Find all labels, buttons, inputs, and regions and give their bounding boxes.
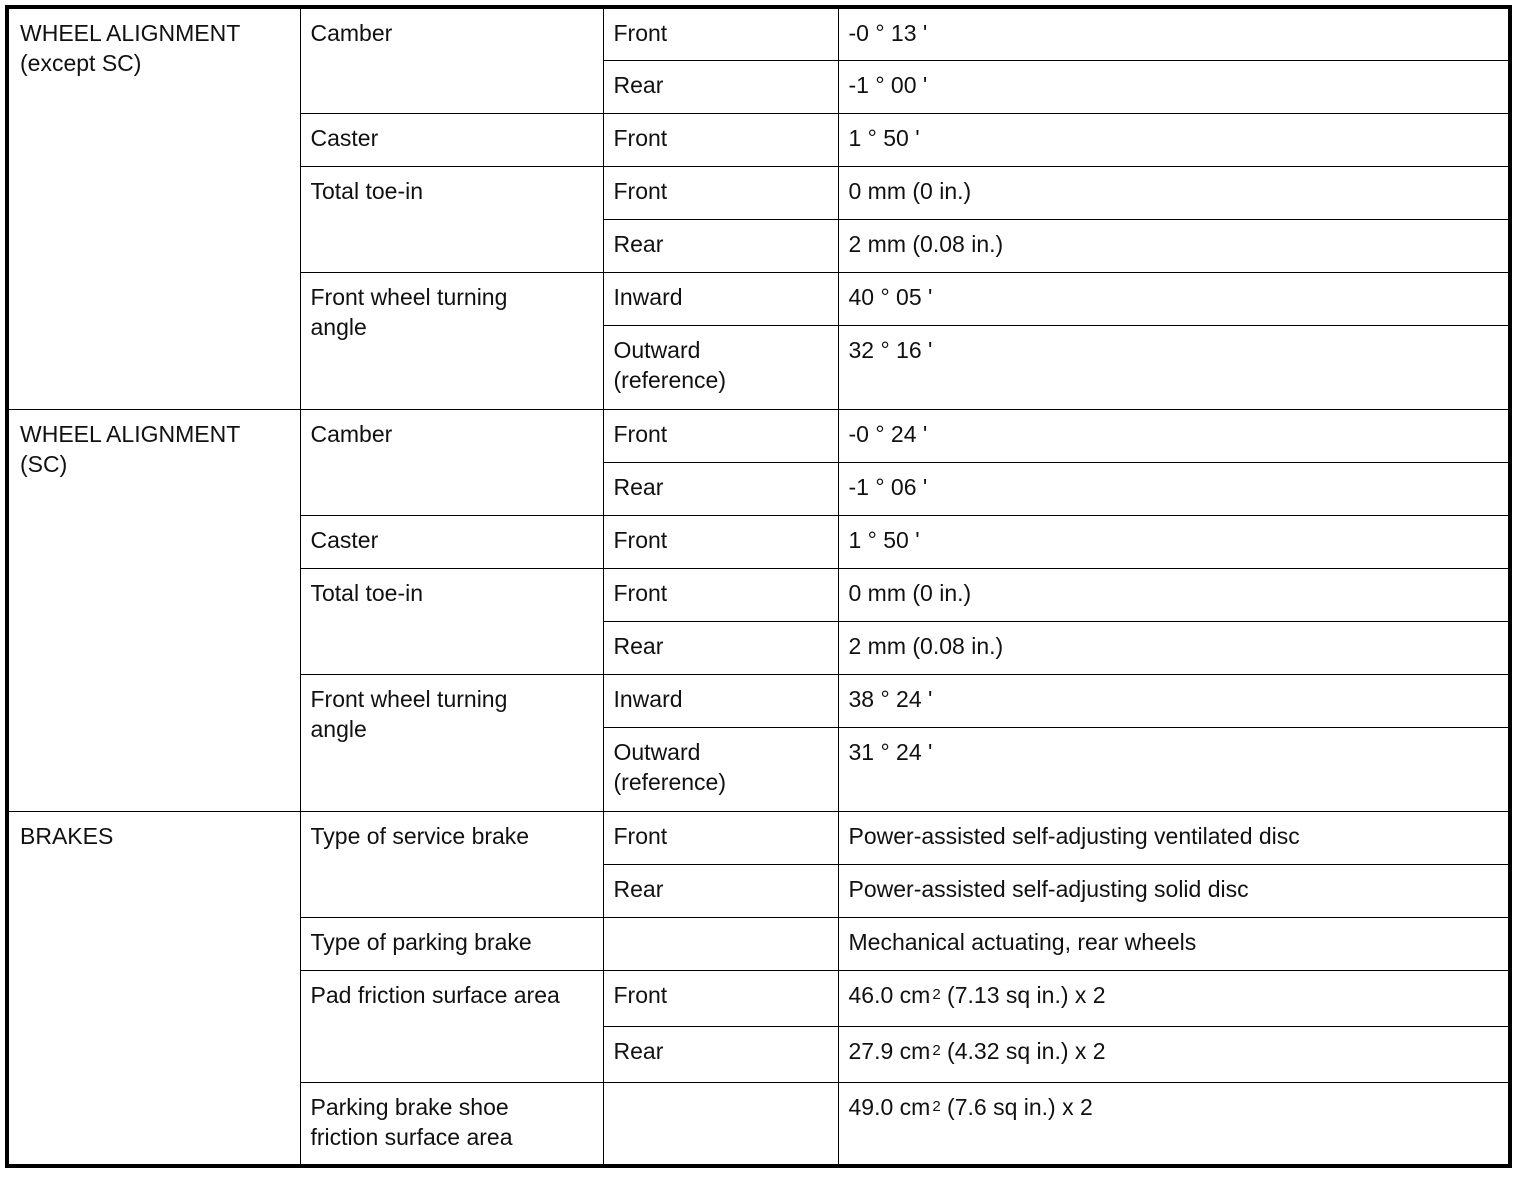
item-label: Camber <box>300 7 603 113</box>
position-cell: Rear <box>603 1026 838 1082</box>
position-cell: Front <box>603 970 838 1026</box>
position-cell: Rear <box>603 864 838 917</box>
item-label: Pad friction surface area <box>300 970 603 1082</box>
spec-value: -1 ° 00 ' <box>838 60 1510 113</box>
spec-value: Power-assisted self-adjusting ventilated disc <box>838 811 1510 864</box>
spec-value: 2 mm (0.08 in.) <box>838 219 1510 272</box>
position-cell: Front <box>603 7 838 60</box>
spec-value: Mechanical actuating, rear wheels <box>838 917 1510 970</box>
position-cell: Rear <box>603 621 838 674</box>
table-row <box>7 409 1510 462</box>
spec-value: 1 ° 50 ' <box>838 113 1510 166</box>
item-label: Camber <box>300 409 603 515</box>
position-cell: Front <box>603 515 838 568</box>
item-label: Total toe-in <box>300 166 603 272</box>
section-label: BRAKES <box>7 811 300 1166</box>
spec-value: 2 mm (0.08 in.) <box>838 621 1510 674</box>
spec-value: 38 ° 24 ' <box>838 674 1510 727</box>
spec-value: Power-assisted self-adjusting solid disc <box>838 864 1510 917</box>
position-cell: Rear <box>603 60 838 113</box>
position-cell: Inward <box>603 674 838 727</box>
spec-value: 40 ° 05 ' <box>838 272 1510 325</box>
position-cell: Outward (reference) <box>603 325 838 409</box>
position-cell: Rear <box>603 462 838 515</box>
position-cell: Front <box>603 811 838 864</box>
spec-value: 0 mm (0 in.) <box>838 166 1510 219</box>
position-cell: Front <box>603 409 838 462</box>
table-row <box>7 7 1510 60</box>
section-label: WHEEL ALIGNMENT (except SC) <box>7 7 300 409</box>
spec-value: 49.0 cm $^2$ (7.6 sq in.) x 2 <box>838 1082 1510 1166</box>
item-label: Type of parking brake <box>300 917 603 970</box>
item-label: Caster <box>300 113 603 166</box>
spec-value: 1 ° 50 ' <box>838 515 1510 568</box>
spec-table <box>5 5 1512 1168</box>
position-cell: Front <box>603 166 838 219</box>
spec-value: 27.9 cm $^2$ (4.32 sq in.) x 2 <box>838 1026 1510 1082</box>
position-cell: Inward <box>603 272 838 325</box>
section-label: WHEEL ALIGNMENT (SC) <box>7 409 300 811</box>
position-cell: Front <box>603 568 838 621</box>
spec-value: -0 ° 24 ' <box>838 409 1510 462</box>
spec-value: 46.0 cm $^2$ (7.13 sq in.) x 2 <box>838 970 1510 1026</box>
spec-table-body <box>7 7 1510 1166</box>
table-row <box>7 811 1510 864</box>
position-cell <box>603 1082 838 1166</box>
item-label: Front wheel turning angle <box>300 674 603 811</box>
superscript: 2 <box>932 985 941 1003</box>
position-cell <box>603 917 838 970</box>
superscript: 2 <box>932 1097 941 1115</box>
spec-value: -0 ° 13 ' <box>838 7 1510 60</box>
spec-value: 0 mm (0 in.) <box>838 568 1510 621</box>
position-cell: Rear <box>603 219 838 272</box>
spec-value: -1 ° 06 ' <box>838 462 1510 515</box>
item-label: Type of service brake <box>300 811 603 917</box>
spec-value: 31 ° 24 ' <box>838 727 1510 811</box>
item-label: Caster <box>300 515 603 568</box>
item-label: Parking brake shoe friction surface area <box>300 1082 603 1166</box>
superscript: 2 <box>932 1041 941 1059</box>
position-cell: Outward (reference) <box>603 727 838 811</box>
item-label: Front wheel turning angle <box>300 272 603 409</box>
position-cell: Front <box>603 113 838 166</box>
item-label: Total toe-in <box>300 568 603 674</box>
spec-value: 32 ° 16 ' <box>838 325 1510 409</box>
